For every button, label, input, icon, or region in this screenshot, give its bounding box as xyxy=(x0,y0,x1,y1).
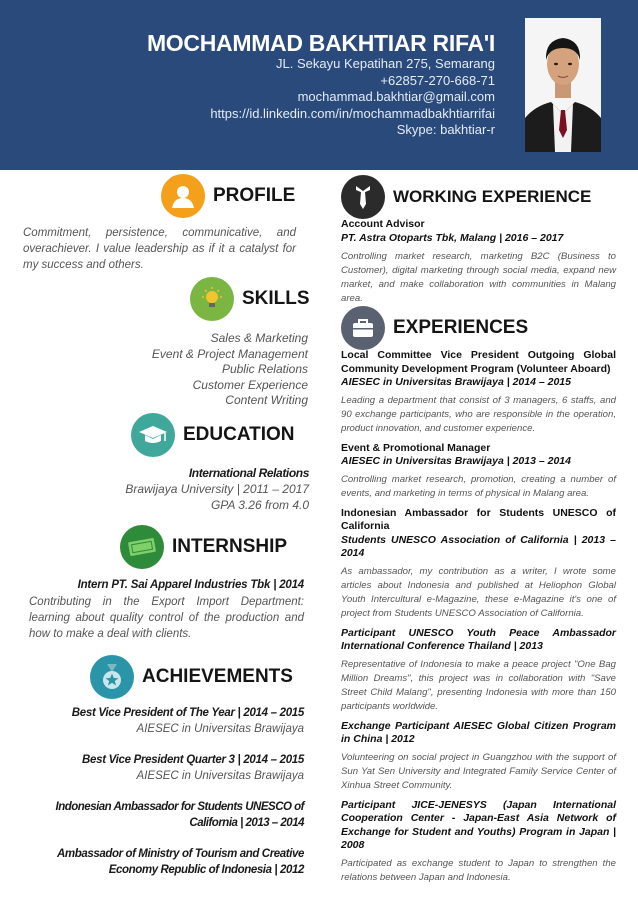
achievement-title: Best Vice President Quarter 3 | 2014 – 2015 xyxy=(82,754,304,766)
education-major: International Relations xyxy=(188,466,309,480)
experience-title: Indonesian Ambassador for Students UNESCO of California xyxy=(341,506,616,532)
achievement-title: Indonesian Ambassador for Students UNESCO of California | 2013 – 2014 xyxy=(55,801,304,829)
achievement-org: AIESEC in Universitas Brawijaya xyxy=(136,722,304,735)
working-details xyxy=(341,218,616,306)
money-icon xyxy=(120,525,164,569)
header-banner xyxy=(0,0,638,170)
education-heading xyxy=(131,413,295,457)
experience-org: AIESEC in Universitas Brawijaya | 2014 – 2015 xyxy=(341,376,571,388)
experience-desc: Leading a department that consist of 3 managers, 6 staffs, and 90 exchange participants, who are responsible in the operation, product innovation, and customer experience. xyxy=(341,394,616,434)
experiences-heading xyxy=(341,306,528,350)
profile-photo xyxy=(525,18,601,152)
achievement-title: Ambassador of Ministry of Tourism and Creative Economy Republic of Indonesia | 2012 xyxy=(56,848,304,876)
achievements-heading xyxy=(90,655,293,699)
working-position: Account Advisor xyxy=(341,218,425,230)
achievement-item xyxy=(28,706,304,737)
experience-desc: Controlling market research, promotion, creating a number of events, and marketing in terms of physical in Malang area. xyxy=(341,473,616,499)
address: JL. Sekayu Kepatihan 275, Semarang xyxy=(276,56,495,71)
skills-title: SKILLS xyxy=(242,288,310,309)
skill-item: Customer Experience xyxy=(192,377,308,392)
skill-item: Event & Project Management xyxy=(151,346,308,361)
graduation-cap-icon xyxy=(131,413,175,457)
internship-position: Intern PT. Sai Apparel Industries Tbk | 2014 xyxy=(77,579,304,591)
skill-item: Sales & Marketing xyxy=(210,331,308,345)
skill-item: Public Relations xyxy=(221,362,308,376)
internship-details xyxy=(29,578,304,642)
education-title: EDUCATION xyxy=(183,424,295,445)
experiences-list xyxy=(341,349,616,885)
achievement-item xyxy=(28,800,304,831)
experience-item xyxy=(341,349,616,436)
experience-title: Local Committee Vice President Outgoing Global Community Development Program (Volunteer Aboard) xyxy=(341,349,616,375)
internship-title: INTERNSHIP xyxy=(172,536,288,557)
linkedin-url[interactable]: https://id.linkedin.com/in/mochammadbakhtiarrifai xyxy=(210,105,495,121)
person-icon xyxy=(161,174,205,218)
education-school: Brawijaya University | 2011 – 2017 xyxy=(125,482,309,496)
achievements-title: ACHIEVEMENTS xyxy=(142,666,293,687)
experience-org: Students UNESCO Association of California | 2013 – 2014 xyxy=(341,533,616,559)
phone: +62857-270-668-71 xyxy=(380,72,495,88)
experiences-title: EXPERIENCES xyxy=(393,317,529,338)
candidate-name: MOCHAMMAD BAKHTIAR RIFA'I xyxy=(146,30,495,56)
experience-item xyxy=(341,442,616,501)
medal-icon xyxy=(90,655,134,699)
internship-heading xyxy=(120,525,287,569)
skype: Skype: bakhtiar-r xyxy=(396,122,495,137)
profile-text: Commitment, persistence, communicative, and overachiever. I value leadership as if it a catalyst for my success and others. xyxy=(23,227,296,271)
experience-title: Exchange Participant AIESEC Global Citizen Program in China | 2012 xyxy=(341,719,616,745)
experience-desc: Participated as exchange student to Japan to strengthen the relations between Japan and Indonesia. xyxy=(341,857,616,883)
experience-title: Event & Promotional Manager xyxy=(341,441,491,454)
internship-desc: Contributing in the Export Import Department: learning about quality control of the production and how to make a deal with clients. xyxy=(29,595,304,640)
achievement-item xyxy=(28,753,304,784)
education-gpa: GPA 3.26 from 4.0 xyxy=(210,498,309,512)
briefcase-icon xyxy=(341,306,385,350)
education-details xyxy=(80,465,309,513)
experience-item xyxy=(341,799,616,885)
profile-title: PROFILE xyxy=(213,185,296,206)
email[interactable]: mochammad.bakhtiar@gmail.com xyxy=(297,89,495,104)
working-company: PT. Astra Otoparts Tbk, Malang | 2016 – 2017 xyxy=(341,231,564,244)
experience-desc: Volunteering on social project in Guangzhou with the support of Sun Yat Sen University and Integrated Family Service Center of Xinhua Street Community. xyxy=(341,751,616,791)
achievement-org: AIESEC in Universitas Brawijaya xyxy=(136,769,304,782)
achievement-item xyxy=(28,847,304,878)
working-heading xyxy=(341,175,591,219)
tie-icon xyxy=(341,175,385,219)
experience-title: Participant JICE-JENESYS (Japan International Cooperation Center - Japan-East Asia Network of Exchange for Student and Youths) Program in Japan | 2008 xyxy=(341,798,616,851)
experience-item xyxy=(341,507,616,621)
experience-item xyxy=(341,720,616,793)
skills-list xyxy=(80,331,308,409)
achievement-title: Best Vice President of The Year | 2014 – 2015 xyxy=(71,707,304,719)
experience-item xyxy=(341,627,616,714)
experience-desc: As ambassador, my contribution as a writer, I wrote some articles about Indonesia and published at Heliophon Global Youth Intercultural e-Magazine, these e-Magazine it's one of project from Students UNESCO Association of California. xyxy=(341,565,616,619)
skill-item: Content Writing xyxy=(225,393,308,407)
contact-block xyxy=(210,56,495,139)
experience-org: AIESEC in Universitas Brawijaya | 2013 – 2014 xyxy=(341,455,571,467)
working-title: WORKING EXPERIENCE xyxy=(393,187,592,206)
lightbulb-icon xyxy=(190,277,234,321)
achievements-list xyxy=(28,706,304,878)
experience-desc: Representative of Indonesia to make a peace project "One Bag Million Dreams", this project was in collaboration with "Save Street Child Malang", presenting Indonesia with more than 150 participants worldwide. xyxy=(341,658,616,712)
profile-heading xyxy=(161,174,295,218)
skills-heading xyxy=(190,277,310,321)
working-desc: Controlling market research, marketing B2C (Business to Customer), digital marketing through social media, expand new market, and make collaboration with communities in Malang area. xyxy=(341,251,616,304)
experience-title: Participant UNESCO Youth Peace Ambassador International Conference Thailand | 2013 xyxy=(341,626,616,652)
